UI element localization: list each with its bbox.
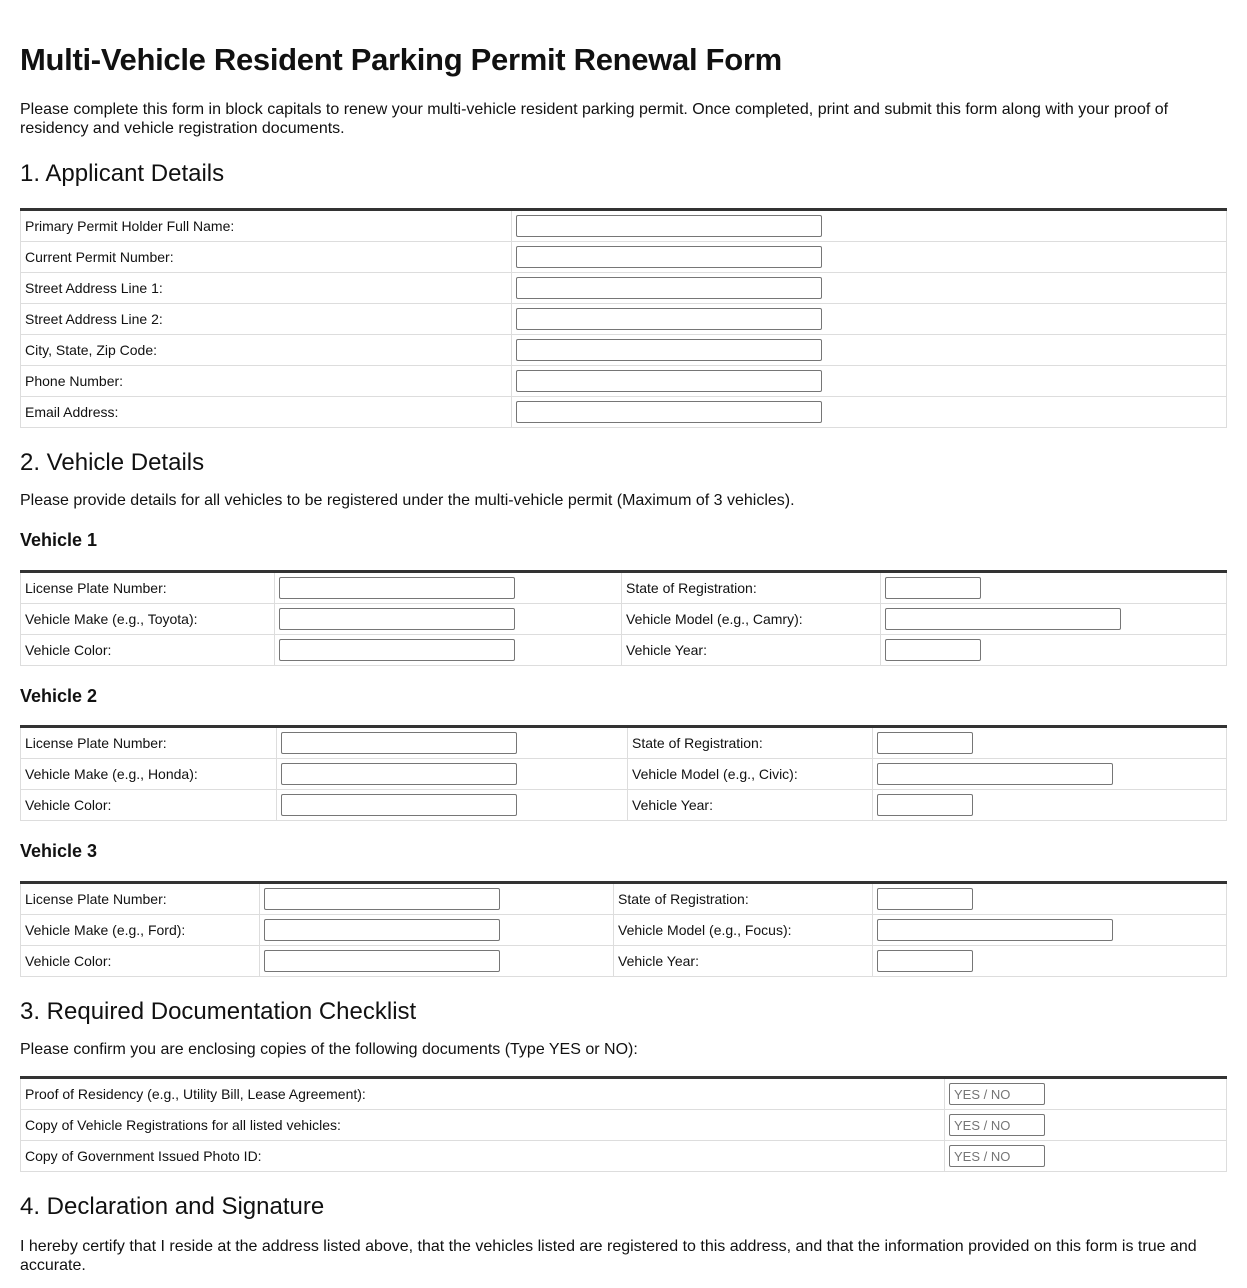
field-label: Vehicle Make (e.g., Honda):	[21, 759, 277, 790]
table-row	[21, 366, 1227, 397]
document-label: Copy of Vehicle Registrations for all listed vehicles:	[21, 1110, 945, 1141]
vehicle-section-heading: 2. Vehicle Details	[20, 449, 205, 476]
field-label: State of Registration:	[622, 572, 881, 604]
field-label: License Plate Number:	[21, 727, 277, 759]
residency-proof-input[interactable]	[949, 1083, 1045, 1105]
vehicle-3-plate-input[interactable]	[264, 888, 500, 910]
documents-table	[20, 1076, 1227, 1172]
document-label: Copy of Government Issued Photo ID:	[21, 1141, 945, 1172]
vehicle-2-make-input[interactable]	[281, 763, 517, 785]
field-label: Vehicle Model (e.g., Focus):	[614, 915, 873, 946]
documents-section-heading: 3. Required Documentation Checklist	[20, 998, 417, 1025]
table-row	[21, 790, 1227, 821]
field-label: Vehicle Color:	[21, 635, 275, 666]
field-label: Current Permit Number:	[21, 242, 512, 273]
vehicle-1-model-input[interactable]	[885, 608, 1121, 630]
field-label: Vehicle Year:	[628, 790, 873, 821]
documents-instruction: Please confirm you are enclosing copies of the following documents (Type YES or NO):	[20, 1041, 638, 1058]
table-row	[21, 604, 1227, 635]
vehicle-3-title: Vehicle 3	[20, 841, 98, 861]
table-row	[21, 1110, 1227, 1141]
table-row	[21, 335, 1227, 366]
vehicle-1-color-input[interactable]	[279, 639, 515, 661]
table-row	[21, 946, 1227, 977]
vehicle-2-title: Vehicle 2	[20, 686, 98, 706]
applicant-table	[20, 208, 1227, 428]
table-row	[21, 759, 1227, 790]
table-row	[21, 304, 1227, 335]
vehicle-3-state-input[interactable]	[877, 888, 973, 910]
table-row	[21, 1078, 1227, 1110]
vehicle-3-color-input[interactable]	[264, 950, 500, 972]
vehicle-3-table	[20, 881, 1227, 977]
intro-text: Please complete this form in block capitals to renew your multi-vehicle resident parking permit. Once completed, print and submit this form along with your proof of residency and vehicle registration documents.	[20, 101, 1169, 137]
table-row	[21, 572, 1227, 604]
table-row	[21, 635, 1227, 666]
vehicle-3-model-input[interactable]	[877, 919, 1113, 941]
field-label: Vehicle Color:	[21, 946, 260, 977]
document-label: Proof of Residency (e.g., Utility Bill, Lease Agreement):	[21, 1078, 945, 1110]
table-row	[21, 397, 1227, 428]
phone-input[interactable]	[516, 370, 822, 392]
vehicle-2-plate-input[interactable]	[281, 732, 517, 754]
vehicle-3-make-input[interactable]	[264, 919, 500, 941]
field-label: Vehicle Color:	[21, 790, 277, 821]
full-name-input[interactable]	[516, 215, 822, 237]
table-row	[21, 210, 1227, 242]
field-label: Street Address Line 1:	[21, 273, 512, 304]
field-label: License Plate Number:	[21, 572, 275, 604]
declaration-text: I hereby certify that I reside at the address listed above, that the vehicles listed are registered to this address, and that the information provided on this form is true and accurate.	[20, 1238, 1197, 1274]
field-label: License Plate Number:	[21, 883, 260, 915]
vehicle-2-state-input[interactable]	[877, 732, 973, 754]
vehicle-1-year-input[interactable]	[885, 639, 981, 661]
field-label: State of Registration:	[628, 727, 873, 759]
field-label: City, State, Zip Code:	[21, 335, 512, 366]
table-row	[21, 915, 1227, 946]
field-label: Phone Number:	[21, 366, 512, 397]
table-row	[21, 1141, 1227, 1172]
field-label: Vehicle Make (e.g., Toyota):	[21, 604, 275, 635]
email-input[interactable]	[516, 401, 822, 423]
field-label: State of Registration:	[614, 883, 873, 915]
vehicle-1-table	[20, 570, 1227, 666]
vehicle-registrations-input[interactable]	[949, 1114, 1045, 1136]
field-label: Email Address:	[21, 397, 512, 428]
field-label: Street Address Line 2:	[21, 304, 512, 335]
declaration-section-heading: 4. Declaration and Signature	[20, 1193, 325, 1220]
photo-id-input[interactable]	[949, 1145, 1045, 1167]
vehicle-instruction: Please provide details for all vehicles to be registered under the multi-vehicle permit (Maximum of 3 vehicles).	[20, 492, 795, 509]
vehicle-2-table	[20, 725, 1227, 821]
address-line1-input[interactable]	[516, 277, 822, 299]
vehicle-2-year-input[interactable]	[877, 794, 973, 816]
table-row	[21, 727, 1227, 759]
field-label: Vehicle Year:	[622, 635, 881, 666]
table-row	[21, 273, 1227, 304]
table-row	[21, 883, 1227, 915]
field-label: Vehicle Model (e.g., Civic):	[628, 759, 873, 790]
city-state-zip-input[interactable]	[516, 339, 822, 361]
field-label: Primary Permit Holder Full Name:	[21, 210, 512, 242]
vehicle-1-plate-input[interactable]	[279, 577, 515, 599]
field-label: Vehicle Year:	[614, 946, 873, 977]
field-label: Vehicle Make (e.g., Ford):	[21, 915, 260, 946]
vehicle-3-year-input[interactable]	[877, 950, 973, 972]
vehicle-1-title: Vehicle 1	[20, 530, 98, 550]
table-row	[21, 242, 1227, 273]
page-title: Multi-Vehicle Resident Parking Permit Renewal Form	[20, 42, 782, 77]
vehicle-1-state-input[interactable]	[885, 577, 981, 599]
address-line2-input[interactable]	[516, 308, 822, 330]
applicant-section-heading: 1. Applicant Details	[20, 160, 225, 187]
permit-number-input[interactable]	[516, 246, 822, 268]
vehicle-2-model-input[interactable]	[877, 763, 1113, 785]
field-label: Vehicle Model (e.g., Camry):	[622, 604, 881, 635]
vehicle-1-make-input[interactable]	[279, 608, 515, 630]
vehicle-2-color-input[interactable]	[281, 794, 517, 816]
